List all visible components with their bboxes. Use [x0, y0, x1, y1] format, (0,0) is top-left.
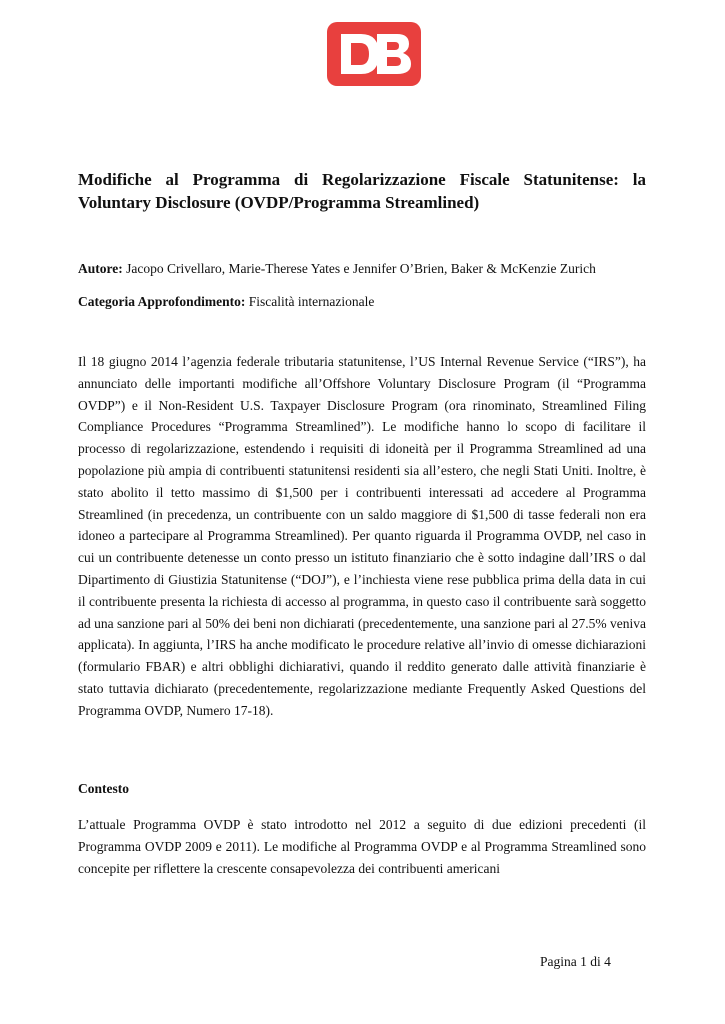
document-title: Modifiche al Programma di Regolarizzazione Fiscale Statunitense: la Voluntary Disclosure (OVDP/Programma Streamlined): [78, 170, 646, 212]
category-label: Categoria Approfondimento:: [78, 294, 246, 309]
author-label: Autore:: [78, 261, 123, 276]
category-line: [78, 292, 646, 312]
category-value: Fiscalità internazionale: [245, 294, 375, 309]
author-value: Jacopo Crivellaro, Marie-Therese Yates e Jennifer O’Brien, Baker & McKenzie Zurich: [122, 261, 596, 276]
body-paragraph-1: Il 18 giugno 2014 l’agenzia federale tributaria statunitense, l’US Internal Revenue Service (“IRS”), ha annunciato delle importanti modifiche all’Offshore Voluntary Disclosure Program (il “Programma OVDP”) e il Non-Resident U.S. Taxpayer Disclosure Program (ora rinominato, Streamlined Filing Compliance Procedures “Programma Streamlined”). Le modifiche hanno lo scopo di facilitare il processo di regolarizzazione, estendendo i requisiti di idoneità per il Programma Streamlined ad una popolazione più ampia di contribuenti statunitensi residenti sia all’estero, che negli Stati Uniti. Inoltre, è stato abolito il tetto massimo di $1,500 per i contribuenti interessati ad accedere al Programma Streamlined (in precedenza, un contribuente con un saldo maggiore di $1,500 di tasse federali non era idoneo a partecipare al Programma Streamlined). Per quanto riguarda il Programma OVDP, nel caso in cui un contribuente detenesse un conto presso un istituto finanziario che è sotto indagine dall’IRS o dal Dipartimento di Giustizia Statunitense (“DOJ”), e l’inchiesta viene rese pubblica prima della data in cui il contribuente presenta la richiesta di accesso al programma, in questo caso il contribuente sarà soggetto ad una sanzione pari al 50% dei beni non dichiarati (precedentemente, una sanzione pari al 27.5% veniva applicata). In aggiunta, l’IRS ha anche modificato le procedure relative all’invio di omesse dichiarazioni (formulario FBAR) e altri obblighi dichiarativi, quando il reddito generato dalle attività finanziarie è stato tuttavia dichiarato (precedentemente, regolarizzazione mediante Frequently Asked Questions del Programma OVDP, Numero 17-18).: [78, 354, 646, 718]
body-paragraph-2: L’attuale Programma OVDP è stato introdotto nel 2012 a seguito di due edizioni precedenti (il Programma OVDP 2009 e 2011). Le modifiche al Programma OVDP e al Programma Streamlined sono concepite per riflettere la crescente consapevolezza dei contribuenti americani: [78, 817, 646, 876]
author-line: [78, 259, 646, 279]
section-heading-contesto: Contesto: [78, 781, 129, 796]
page-number: Pagina 1 di 4: [540, 954, 611, 969]
db-logo: [327, 22, 421, 86]
